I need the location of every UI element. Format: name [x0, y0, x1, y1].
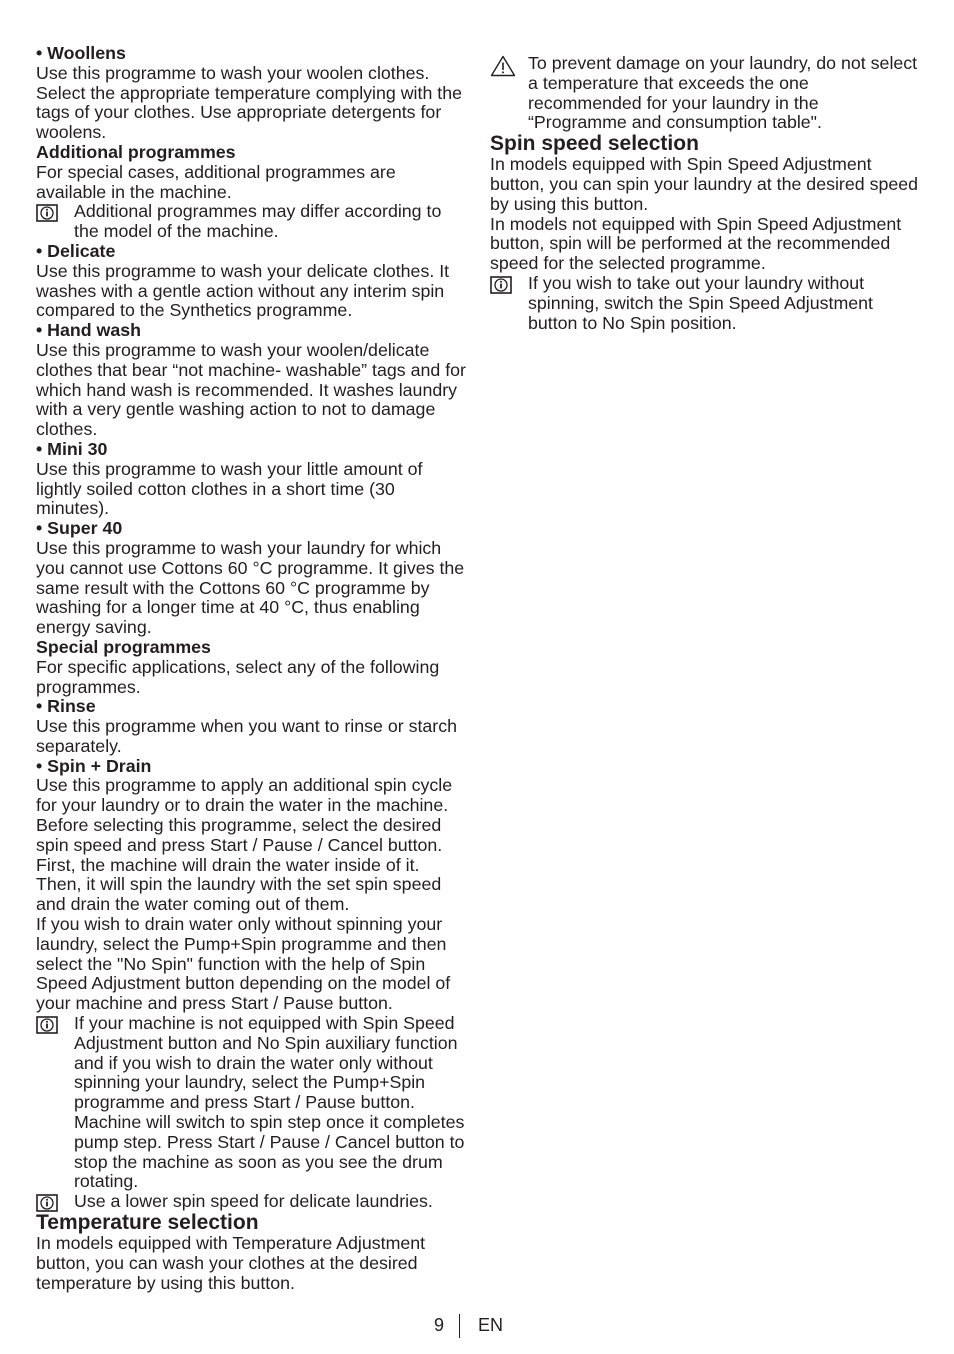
- right-column: [490, 54, 920, 333]
- mini30-text: Use this programme to wash your little amount of lightly soiled cotton clothes in a short time (30 minutes).: [36, 458, 423, 519]
- page-number: 9: [434, 1315, 445, 1335]
- additional-programmes-text: For special cases, additional programmes are available in the machine.: [36, 161, 396, 202]
- delicate-title: • Delicate: [36, 240, 116, 261]
- spin-drain-note-1-text: If your machine is not equipped with Spin Speed Adjustment button and No Spin auxiliary function and if you wish to drain the water only without spinning your laundry, select the Pump+Spin programme and press Start / Pause button. Machine will switch to spin step once it completes pump step. Press Start / Pause / Cancel button to stop the machine as soon as you see the drum rotating.: [74, 1013, 465, 1192]
- rinse-title: • Rinse: [36, 696, 96, 717]
- spin-drain-note-2-text: Use a lower spin speed for delicate laundries.: [74, 1191, 433, 1212]
- handwash-title: • Hand wash: [36, 320, 142, 341]
- temperature-warning: [490, 54, 920, 133]
- spin-drain-note-2: [36, 1192, 466, 1212]
- footer-divider: [459, 1314, 460, 1338]
- woollens-text: Use this programme to wash your woolen clothes. Select the appropriate temperature complying with the tags of your clothes. Use appropriate detergents for woolens.: [36, 62, 462, 143]
- spin-speed-selection-heading: Spin speed selection: [490, 132, 699, 156]
- info-icon: [36, 204, 58, 222]
- mini30-title: • Mini 30: [36, 438, 108, 459]
- rinse-text: Use this programme when you want to rinse or starch separately.: [36, 716, 458, 756]
- special-programmes-text: For specific applications, select any of the following programmes.: [36, 656, 440, 697]
- spin-drain-note-1: [36, 1014, 466, 1192]
- delicate-text: Use this programme to wash your delicate clothes. It washes with a gentle action without any interim spin compared to the Synthetics programme.: [36, 260, 450, 321]
- language-code: EN: [478, 1315, 504, 1335]
- spin-drain-text-1: Use this programme to apply an additional spin cycle for your laundry or to drain the water in the machine. Before selecting this programme, select the desired spin speed and press Start / Pause / Cancel button. First, the machine will drain the water inside of it. Then, it will spin the laundry with the set spin speed and drain the water coming out of them.: [36, 775, 453, 915]
- woollens-title: • Woollens: [36, 43, 126, 63]
- additional-programmes-note-text: Additional programmes may differ according to the model of the machine.: [74, 201, 442, 242]
- spin-speed-note-text: If you wish to take out your laundry without spinning, switch the Spin Speed Adjustment button to No Spin position.: [528, 272, 873, 333]
- temperature-warning-text: To prevent damage on your laundry, do not select a temperature that exceeds the one recommended for your laundry in the “Programme and consumption table".: [528, 53, 918, 133]
- spin-speed-text-2: In models not equipped with Spin Speed Adjustment button, spin will be performed at the recommended speed for the selected programme.: [490, 213, 902, 274]
- handwash-text: Use this programme to wash your woolen/delicate clothes that bear “not machine- washable” tags and for which hand wash is recommended. It washes laundry with a very gentle washing action to not to damage clothes.: [36, 339, 466, 440]
- super40-text: Use this programme to wash your laundry for which you cannot use Cottons 60 °C programme. It gives the same result with the Cottons 60 °C programme by washing for a longer time at 40 °C, thus enabling energy saving.: [36, 537, 465, 638]
- temperature-selection-text: In models equipped with Temperature Adjustment button, you can wash your clothes at the desired temperature by using this button.: [36, 1233, 426, 1293]
- additional-programmes-heading: Additional programmes: [36, 141, 236, 162]
- spin-speed-text-1: In models equipped with Spin Speed Adjustment button, you can spin your laundry at the desired speed by using this button.: [490, 154, 919, 214]
- spin-drain-text-2: If you wish to drain water only without spinning your laundry, select the Pump+Spin programme and then select the "No Spin" function with the help of Spin Speed Adjustment button depending on the model of your machine and press Start / Pause button.: [36, 914, 451, 1014]
- info-icon: [490, 276, 512, 294]
- left-column: [36, 44, 466, 1293]
- warning-icon: [490, 55, 516, 77]
- additional-programmes-note: [36, 202, 466, 242]
- special-programmes-heading: Special programmes: [36, 636, 211, 657]
- temperature-selection-heading: Temperature selection: [36, 1211, 259, 1235]
- spin-drain-title: • Spin + Drain: [36, 755, 152, 776]
- info-icon: [36, 1016, 58, 1034]
- spin-speed-note: [490, 274, 920, 333]
- page-footer: [0, 1314, 954, 1338]
- super40-title: • Super 40: [36, 518, 123, 539]
- info-icon: [36, 1194, 58, 1212]
